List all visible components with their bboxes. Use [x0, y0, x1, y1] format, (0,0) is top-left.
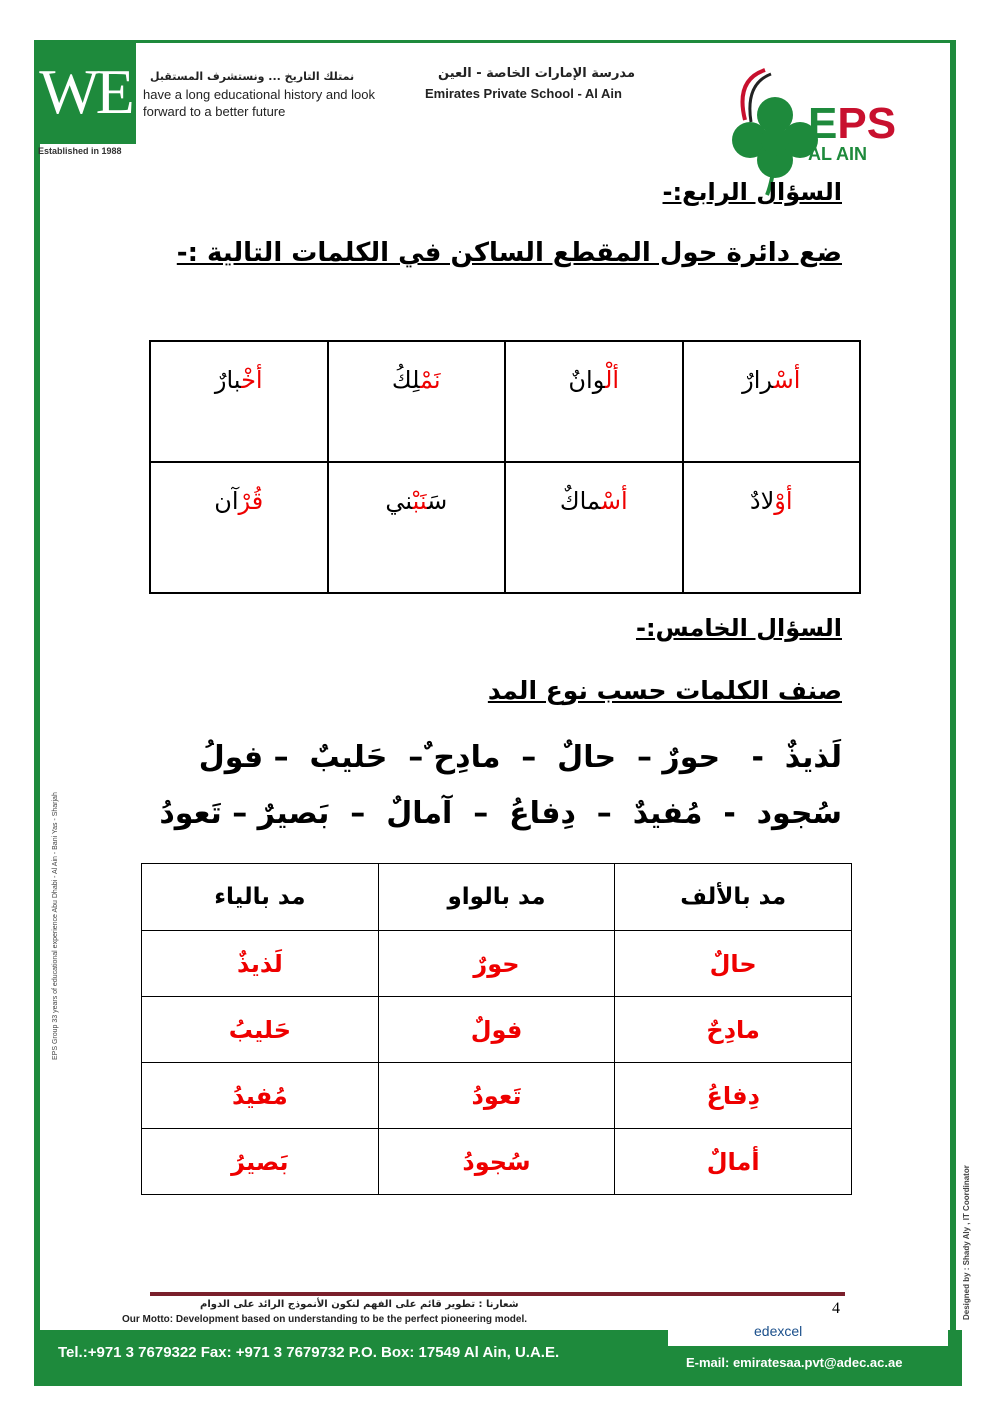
- question4-instruction: ضع دائرة حول المقطع الساكن في الكلمات التالية :-: [176, 238, 842, 268]
- frame-top: [34, 40, 956, 43]
- answer-cell: تَعودُ: [378, 1063, 615, 1129]
- header-ya: مد بالياء: [142, 864, 379, 931]
- answer-cell: فولٌ: [378, 997, 615, 1063]
- eps-ps: PS: [837, 99, 897, 148]
- syllable-cell: أخْبارٌ: [150, 341, 328, 462]
- table-row: [142, 1129, 852, 1195]
- table-row: [142, 1063, 852, 1129]
- table-row: [142, 997, 852, 1063]
- established-label: Established in 1988: [38, 146, 122, 156]
- footer-slogan-arabic: شعارنا : تطوير قائم على الفهم لنكون الأنموذج الرائد على الدوام: [200, 1299, 519, 1310]
- answer-cell: لَذيذٌ: [142, 931, 379, 997]
- table-row: [150, 341, 860, 462]
- answer-cell: بَصيرُ: [142, 1129, 379, 1195]
- footer-rule: [150, 1292, 845, 1296]
- syllable-cell: أسْرارٌ: [683, 341, 861, 462]
- answer-cell: حالٌ: [615, 931, 852, 997]
- answer-cell: حورٌ: [378, 931, 615, 997]
- syllable-cell: أسْماكٌ: [505, 462, 683, 593]
- syllable-cell: قُرْآن: [150, 462, 328, 593]
- eps-al-ain: AL AIN: [808, 144, 868, 164]
- table-row: [150, 462, 860, 593]
- school-name-arabic: مدرسة الإمارات الخاصة - العين: [438, 66, 635, 81]
- answer-cell: مادِحٌ: [615, 997, 852, 1063]
- email-info: E-mail: emiratesaa.pvt@adec.ac.ae: [686, 1355, 903, 1370]
- syllable-table: [149, 340, 861, 594]
- table-row: [142, 931, 852, 997]
- table-header-row: [142, 864, 852, 931]
- designer-credit: Designed by : Shady Aly , IT Coordinator: [962, 1165, 971, 1320]
- answer-cell: أمالٌ: [615, 1129, 852, 1195]
- motto-arabic: نمتلك التاريخ ... ونستشرف المستقبل: [150, 70, 355, 83]
- accreditation-logos: [668, 1320, 948, 1346]
- answer-cell: دِفاعُ: [615, 1063, 852, 1129]
- word-list-line2: سُجود - مُفيدٌ – دِفاعُ – آمالٌ – بَصيرٌ – تَعودُ: [159, 796, 842, 831]
- we-logo: WE: [34, 40, 136, 144]
- frame-left: [34, 40, 40, 1385]
- syllable-cell: سَنَبْني: [328, 462, 506, 593]
- side-note-left: EPS Group 33 years of educational experience Abu Dhabi - Al Ain - Bani Yas - Sharjah: [52, 792, 59, 1060]
- question4-title: السؤال الرابع:-: [662, 178, 842, 206]
- frame-right: [950, 40, 956, 1350]
- header-alif: مد بالألف: [615, 864, 852, 931]
- page-number: 4: [832, 1300, 840, 1317]
- eps-logo-text: [808, 99, 897, 148]
- madd-classification-table: [141, 863, 852, 1195]
- syllable-cell: أوْلادٌ: [683, 462, 861, 593]
- syllable-cell: ألْوانٌ: [505, 341, 683, 462]
- edexcel-logo: edexcel: [754, 1323, 803, 1339]
- word-list-line1: لَذيذٌ - حورٌ – حالٌ – مادِح ٌ– حَليبٌ – فولُ: [198, 740, 842, 775]
- header-waw: مد بالواو: [378, 864, 615, 931]
- answer-cell: حَليبُ: [142, 997, 379, 1063]
- answer-cell: مُفيدُ: [142, 1063, 379, 1129]
- eps-e: E: [808, 99, 838, 148]
- answer-cell: سُجودُ: [378, 1129, 615, 1195]
- contact-info: Tel.:+971 3 7679322 Fax: +971 3 7679732 P.O. Box: 17549 Al Ain, U.A.E.: [58, 1344, 560, 1361]
- question5-title: السؤال الخامس:-: [635, 614, 842, 642]
- syllable-cell: نَمْلِكُ: [328, 341, 506, 462]
- footer-motto-english: Our Motto: Development based on understanding to be the perfect pioneering model.: [122, 1314, 528, 1325]
- school-name-english: Emirates Private School - Al Ain: [425, 86, 622, 101]
- question5-instruction: صنف الكلمات حسب نوع المد: [487, 676, 842, 705]
- motto-english: have a long educational history and look forward to a better future: [143, 87, 375, 119]
